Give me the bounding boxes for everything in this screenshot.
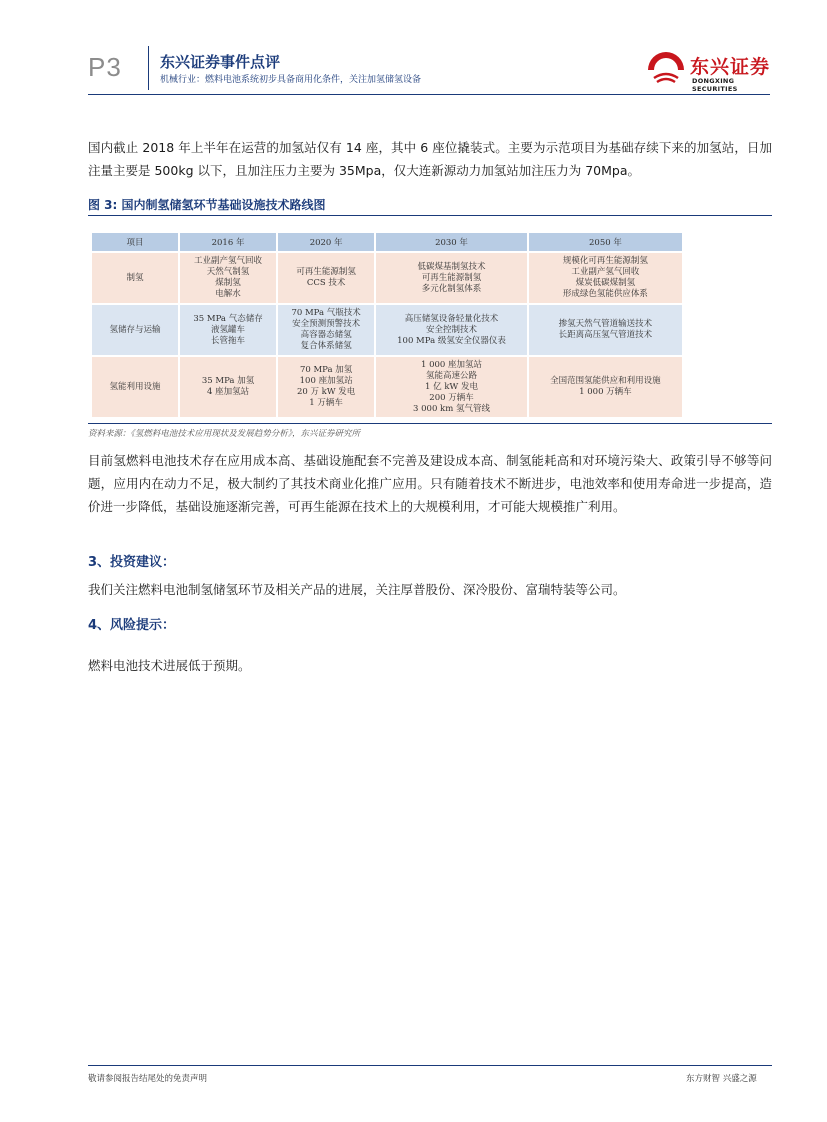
company-logo	[645, 48, 775, 93]
table-header-row	[92, 233, 682, 251]
table-header-cell: 2020 年	[278, 233, 374, 251]
row-label: 氢能利用设施	[92, 357, 178, 417]
table-cell: 规模化可再生能源制氢 工业副产氢气回收 煤炭低碳煤制氢 形成绿色氢能供应体系	[529, 253, 682, 303]
table-header-cell: 项目	[92, 233, 178, 251]
logo-mark-icon	[645, 50, 687, 88]
table-cell: 35 MPa 加氢 4 座加氢站	[180, 357, 276, 417]
footer-rule	[88, 1065, 772, 1066]
figure-bottom-rule	[88, 423, 772, 424]
table-header-cell: 2030 年	[376, 233, 527, 251]
figure-top-rule	[88, 215, 772, 216]
page-number: P3	[88, 52, 122, 82]
logo-text: 东兴证券	[690, 56, 771, 78]
table-row-utilization	[92, 357, 682, 417]
table-cell: 35 MPa 气态储存 液氢罐车 长管拖车	[180, 305, 276, 355]
paragraph-challenges: 目前氢燃料电池技术存在应用成本高、基础设施配套不完善及建设成本高、制氢能耗高和对环境污染大、政策引导不够等问题，应用内在动力不足，极大制约了其技术商业化推广应用。只有随着技术不断进步，电池效率和使用寿命进一步提高，造价进一步降低，基础设施逐渐完善，可再生能源在技术上的大规模利用，才可能大规模推广利用。	[88, 453, 772, 514]
report-title: 东兴证券事件点评	[160, 53, 281, 71]
row-label: 制氢	[92, 253, 178, 303]
table-cell: 70 MPa 气瓶技术 安全预测预警技术 高容器态储氢 复合体系储氢	[278, 305, 374, 355]
table-row-storage-transport	[92, 305, 682, 355]
table-cell: 70 MPa 加氢 100 座加氢站 20 万 kW 发电 1 万辆车	[278, 357, 374, 417]
roadmap-table	[90, 231, 684, 419]
paragraph-hydrogen-stations: 国内截止 2018 年上半年在运营的加氢站仅有 14 座，其中 6 座位撬装式。主要为示范项目为基础存续下来的加氢站，日加注量主要是 500kg 以下，且加注压力主要为 35Mpa，仅大连新源动力加氢站加注压力为 70Mpa。	[88, 140, 772, 178]
paragraph-risk: 燃料电池技术进展低于预期。	[88, 658, 251, 673]
section-heading-risk: 4、风险提示：	[88, 618, 176, 633]
section-heading-investment: 3、投资建议：	[88, 555, 176, 570]
table-cell: 可再生能源制氢 CCS 技术	[278, 253, 374, 303]
table-cell: 低碳煤基制氢技术 可再生能源制氢 多元化制氢体系	[376, 253, 527, 303]
table-header-cell: 2016 年	[180, 233, 276, 251]
header-divider	[148, 46, 149, 90]
table-cell: 1 000 座加氢站 氢能高速公路 1 亿 kW 发电 200 万辆车 3 000 km 氢气管线	[376, 357, 527, 417]
header-rule	[88, 94, 770, 95]
table-cell: 高压储氢设备轻量化技术 安全控制技术 100 MPa 级氢安全仪器仪表	[376, 305, 527, 355]
row-label: 氢储存与运输	[92, 305, 178, 355]
paragraph-investment: 我们关注燃料电池制氢储氢环节及相关产品的进展，关注厚普股份、深冷股份、富瑞特装等公司。	[88, 582, 626, 597]
table-cell: 全国范围氢能供应和利用设施 1 000 万辆车	[529, 357, 682, 417]
report-subtitle: 机械行业：燃料电池系统初步具备商用化条件，关注加氢储氢设备	[160, 75, 422, 85]
footer-slogan: 东方财智 兴盛之源	[686, 1074, 757, 1084]
figure-source: 资料来源：《氢燃料电池技术应用现状及发展趋势分析》，东兴证券研究所	[88, 429, 361, 439]
table-cell: 工业副产氢气回收 天然气制氢 煤制氢 电解水	[180, 253, 276, 303]
logo-english: DONGXING SECURITIES	[692, 77, 738, 93]
table-cell: 掺氢天然气管道输送技术 长距离高压氢气管道技术	[529, 305, 682, 355]
table-header-cell: 2050 年	[529, 233, 682, 251]
figure-title: 图 3: 国内制氢储氢环节基础设施技术路线图	[88, 198, 326, 212]
footer-disclaimer: 敬请参阅报告结尾处的免责声明	[88, 1074, 208, 1084]
table-row-hydrogen-production	[92, 253, 682, 303]
